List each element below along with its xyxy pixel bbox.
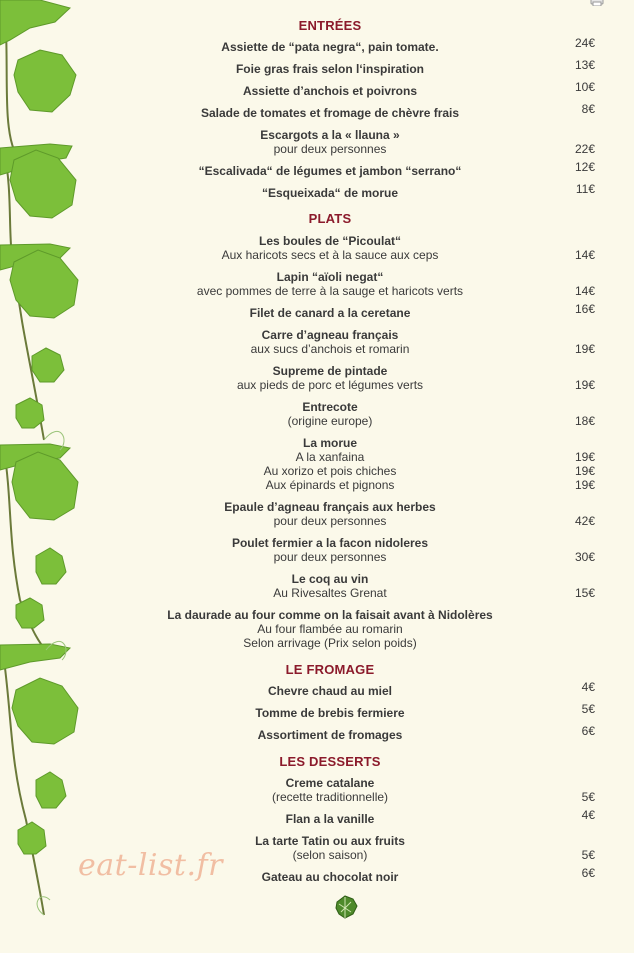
vine-decoration — [0, 0, 95, 953]
menu-item-name: Lapin “aïoli negat“ — [276, 270, 384, 284]
menu-item-price: 19€ — [574, 378, 595, 392]
menu-item-price: 14€ — [574, 248, 595, 262]
menu-item-name: “Escalivada“ de légumes et jambon “serrano“ — [198, 164, 462, 178]
menu-item-name: Gateau au chocolat noir — [261, 870, 399, 884]
menu-item-name: Entrecote — [302, 400, 358, 414]
menu-item-description: (origine europe) — [287, 414, 373, 428]
menu-item-description: pour deux personnes — [273, 514, 387, 528]
menu-item-name: La morue — [302, 436, 357, 450]
menu-item-price: 5€ — [581, 848, 595, 862]
menu-item-description: A la xanfaina — [295, 450, 365, 464]
menu-item-name: “Esqueixada“ de morue — [261, 186, 399, 200]
menu-item-price: 19€ — [574, 464, 595, 478]
menu-item-price: 5€ — [581, 702, 595, 716]
menu-item-price: 6€ — [581, 724, 595, 738]
menu-item-price: 19€ — [574, 450, 595, 464]
menu-item-description: (recette traditionnelle) — [271, 790, 389, 804]
section-title: LE FROMAGE — [285, 662, 375, 677]
leaf-icon — [333, 894, 359, 920]
menu-item-description: avec pommes de terre à la sauge et haricots verts — [196, 284, 464, 298]
menu-item-price: 5€ — [581, 790, 595, 804]
menu-item-name: Poulet fermier a la facon nidoleres — [231, 536, 429, 550]
menu-item-name: Epaule d’agneau français aux herbes — [224, 500, 436, 514]
menu-item-price: 11€ — [575, 182, 595, 196]
menu-item-description: pour deux personnes — [273, 142, 387, 156]
menu-item-price: 10€ — [574, 80, 595, 94]
menu-item-price: 14€ — [574, 284, 595, 298]
menu-item-name: Carre d’agneau français — [261, 328, 399, 342]
menu-item-name: Creme catalane — [285, 776, 375, 790]
menu-item-name: La tarte Tatin ou aux fruits — [255, 834, 405, 848]
menu-item-name: Flan a la vanille — [285, 812, 375, 826]
menu-item-description: pour deux personnes — [273, 550, 387, 564]
menu-item-price: 19€ — [574, 478, 595, 492]
menu-item-name: Escargots a la « llauna » — [260, 128, 400, 142]
menu-item-name: Salade de tomates et fromage de chèvre frais — [200, 106, 460, 120]
menu-item-price: 19€ — [574, 342, 595, 356]
menu-item-name: Filet de canard a la ceretane — [249, 306, 411, 320]
menu-item-description: aux pieds de porc et légumes verts — [236, 378, 424, 392]
section-title: PLATS — [308, 211, 352, 226]
menu-item-name: Le coq au vin — [291, 572, 369, 586]
menu-item-name: Supreme de pintade — [272, 364, 388, 378]
menu-item-price: 16€ — [574, 302, 595, 316]
section-title: LES DESSERTS — [279, 754, 381, 769]
menu-item-description: Au xorizo et pois chiches — [263, 464, 397, 478]
menu — [120, 0, 610, 953]
menu-item-description: aux sucs d’anchois et romarin — [250, 342, 410, 356]
watermark: eat-list.fr — [78, 848, 223, 883]
leaf-cluster — [0, 0, 78, 854]
menu-item-description: Aux haricots secs et à la sauce aux ceps — [221, 248, 439, 262]
menu-item-price: 4€ — [581, 680, 595, 694]
menu-item-description: Au Rivesaltes Grenat — [273, 586, 387, 600]
menu-item-name: Chevre chaud au miel — [267, 684, 393, 698]
menu-item-description: (selon saison) — [292, 848, 368, 862]
menu-item-price: 8€ — [581, 102, 595, 116]
menu-item-price: 6€ — [581, 866, 595, 880]
menu-item-description: Selon arrivage (Prix selon poids) — [243, 636, 417, 650]
menu-item-price: 42€ — [574, 514, 595, 528]
menu-item-price: 24€ — [574, 36, 595, 50]
menu-item-price: 22€ — [574, 142, 595, 156]
menu-item-name: Tomme de brebis fermiere — [255, 706, 405, 720]
menu-item-price: 4€ — [581, 808, 595, 822]
section-title: ENTRÉES — [298, 18, 362, 33]
menu-item-name: La daurade au four comme on la faisait avant à Nidolères — [167, 608, 493, 622]
menu-item-name: Assiette d’anchois et poivrons — [242, 84, 418, 98]
menu-item-price: 12€ — [574, 160, 595, 174]
menu-item-price: 13€ — [574, 58, 595, 72]
menu-item-name: Les boules de “Picoulat“ — [258, 234, 402, 248]
menu-item-description: Au four flambée au romarin — [257, 622, 403, 636]
menu-item-description: Aux épinards et pignons — [265, 478, 395, 492]
menu-item-price: 30€ — [574, 550, 595, 564]
menu-item-name: Foie gras frais selon l‘inspiration — [235, 62, 425, 76]
menu-item-name: Assiette de “pata negra“, pain tomate. — [221, 40, 439, 54]
menu-item-name: Assortiment de fromages — [257, 728, 403, 742]
menu-item-price: 15€ — [574, 586, 595, 600]
menu-item-price: 18€ — [574, 414, 595, 428]
